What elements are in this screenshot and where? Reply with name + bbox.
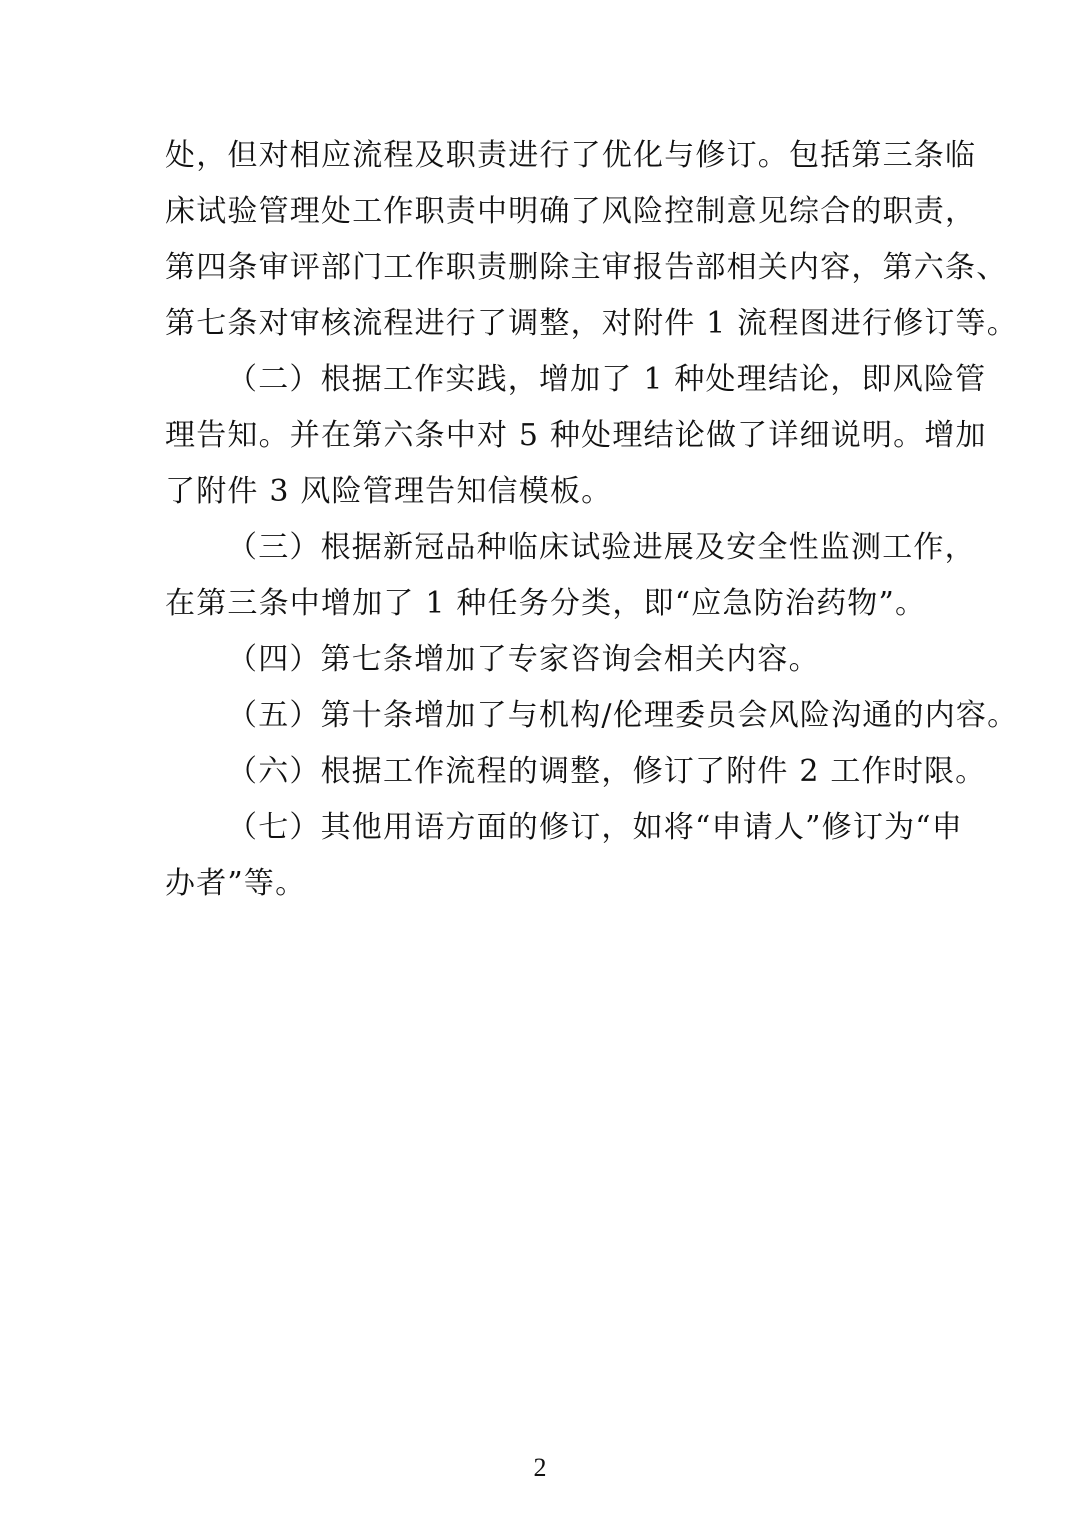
- text-line: 理告知。并在第六条中对 5 种处理结论做了详细说明。增加: [165, 418, 987, 453]
- paragraph-item-5: （五）第十条增加了与机构/伦理委员会风险沟通的内容。: [227, 698, 1019, 733]
- paragraph-item-7-start: （七）其他用语方面的修订，如将“申请人”修订为“申: [227, 810, 964, 845]
- text-line: 在第三条中增加了 1 种任务分类，即“应急防治药物”。: [165, 586, 927, 621]
- text-line: 处，但对相应流程及职责进行了优化与修订。包括第三条临: [165, 138, 977, 173]
- text-line: 办者”等。: [165, 866, 307, 901]
- text-line: 第七条对审核流程进行了调整，对附件 1 流程图进行修订等。: [165, 306, 1018, 341]
- paragraph-item-2-start: （二）根据工作实践，增加了 1 种处理结论，即风险管: [227, 362, 987, 397]
- text-line: 床试验管理处工作职责中明确了风险控制意见综合的职责，: [165, 194, 977, 229]
- paragraph-item-3-start: （三）根据新冠品种临床试验进展及安全性监测工作，: [227, 530, 976, 565]
- page-number: 2: [533, 1453, 547, 1482]
- paragraph-item-6: （六）根据工作流程的调整，修订了附件 2 工作时限。: [227, 754, 987, 789]
- paragraph-item-4: （四）第七条增加了专家咨询会相关内容。: [227, 642, 820, 677]
- text-line: 第四条审评部门工作职责删除主审报告部相关内容，第六条、: [165, 250, 1008, 285]
- text-line: 了附件 3 风险管理告知信模板。: [165, 474, 613, 509]
- body-text: [165, 128, 1019, 912]
